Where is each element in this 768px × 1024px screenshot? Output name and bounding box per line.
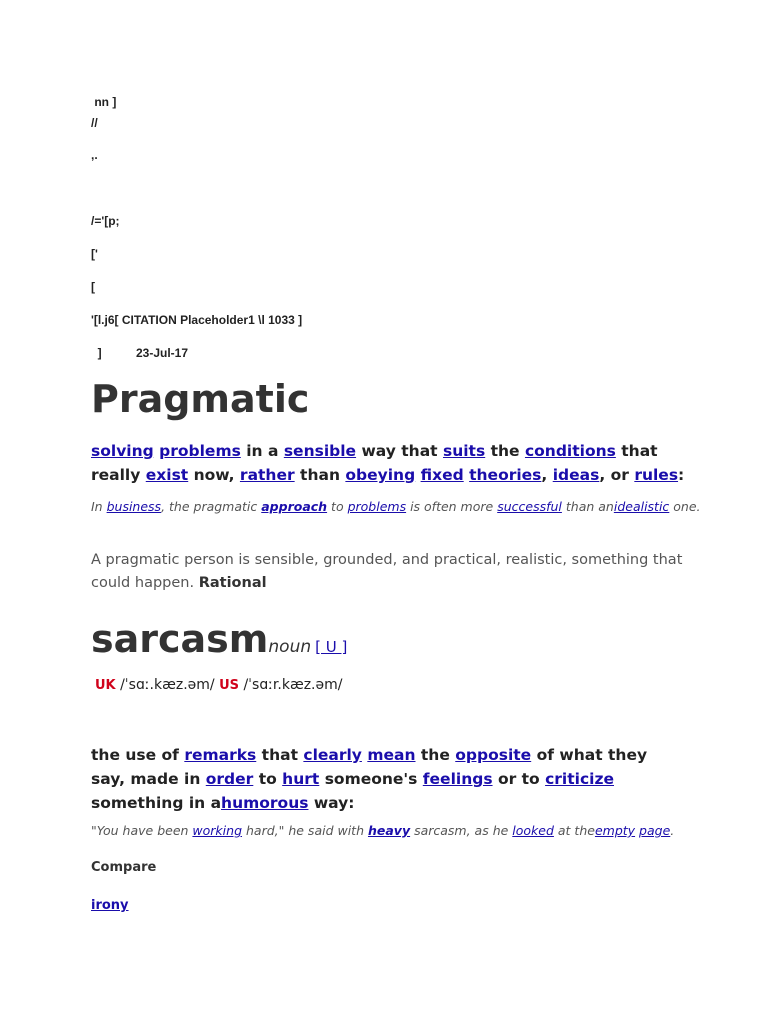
note-bold: Rational — [198, 575, 267, 591]
text-segment: in a — [240, 442, 284, 460]
text-segment: "You have been — [91, 823, 193, 838]
text-segment: the — [415, 746, 456, 764]
header-line-1: nn ] — [91, 95, 117, 109]
example-sarcasm — [91, 821, 711, 841]
header-line-5: [' — [91, 247, 98, 261]
word-link[interactable]: heavy — [367, 823, 411, 838]
text-segment: something in a — [91, 794, 222, 812]
text-segment: that really — [91, 442, 658, 484]
word-link[interactable]: working — [192, 823, 243, 838]
uk-ipa: /ˈsɑː.kæz.əm/ — [120, 677, 215, 693]
word-link[interactable]: clearly — [303, 746, 362, 764]
word-link[interactable]: obeying — [345, 466, 416, 484]
header-line-4: /='[p; — [91, 214, 120, 228]
text-segment: the use of — [91, 746, 185, 764]
word-link[interactable]: order — [205, 770, 254, 788]
word-link[interactable]: criticize — [545, 770, 614, 788]
text-segment: hard," he said with — [242, 823, 368, 838]
text-segment: to — [253, 770, 283, 788]
us-ipa: /ˈsɑːr.kæz.əm/ — [243, 677, 343, 693]
note-text: A pragmatic person is sensible, grounded, and practical, realistic, something that could happen. — [91, 552, 683, 591]
date-stamp: 23-Jul-17 — [136, 346, 189, 360]
word-link[interactable]: rules — [634, 466, 679, 484]
header-line-6: [ — [91, 280, 95, 294]
word-link[interactable]: approach — [261, 499, 328, 514]
word-link[interactable]: mean — [367, 746, 416, 764]
word-link[interactable]: humorous — [221, 794, 309, 812]
compare-label: Compare — [91, 860, 157, 875]
text-segment: is often more — [406, 499, 498, 514]
word-link[interactable]: suits — [442, 442, 486, 460]
example-pragmatic — [91, 497, 711, 517]
text-segment: than — [294, 466, 346, 484]
word-link[interactable]: rather — [239, 466, 295, 484]
word-link[interactable]: sensible — [283, 442, 357, 460]
text-segment: to — [327, 499, 348, 514]
word-link[interactable]: ideas — [552, 466, 600, 484]
text-segment: one. — [669, 499, 701, 514]
text-segment: than an — [561, 499, 614, 514]
word-link[interactable]: page — [639, 823, 671, 838]
word-link[interactable]: problems — [347, 499, 407, 514]
text-segment: way: — [308, 794, 355, 812]
grammar-code-link[interactable]: [ U ] — [315, 638, 348, 656]
word-link[interactable]: opposite — [455, 746, 532, 764]
word-link[interactable]: solving — [91, 442, 154, 460]
text-segment: In — [91, 499, 107, 514]
compare-link-irony[interactable]: irony — [91, 898, 129, 913]
word-link[interactable]: problems — [159, 442, 241, 460]
pronunciation-row — [95, 677, 342, 693]
text-segment: way that — [356, 442, 443, 460]
text-segment: or to — [492, 770, 546, 788]
text-segment: . — [670, 823, 675, 838]
entry-header-sarcasm — [91, 617, 348, 661]
header-line-3: ,. — [91, 148, 98, 162]
text-segment: , — [541, 466, 553, 484]
text-segment: sarcasm, as he — [410, 823, 513, 838]
word-link[interactable]: conditions — [524, 442, 616, 460]
word-link[interactable]: looked — [512, 823, 554, 838]
text-segment: someone's — [319, 770, 423, 788]
part-of-speech: noun — [268, 637, 312, 657]
text-segment: now, — [188, 466, 240, 484]
entry-title-sarcasm: sarcasm — [91, 617, 269, 661]
header-line-2: // — [91, 116, 98, 130]
text-segment: , the pragmatic — [161, 499, 262, 514]
definition-sarcasm — [91, 743, 671, 815]
word-link[interactable]: hurt — [282, 770, 320, 788]
word-link[interactable]: remarks — [184, 746, 257, 764]
word-link[interactable]: successful — [497, 499, 562, 514]
text-segment: , or — [599, 466, 635, 484]
header-line-8: ] — [91, 346, 102, 360]
word-link[interactable]: feelings — [422, 770, 493, 788]
definition-pragmatic — [91, 439, 691, 487]
us-label: US — [219, 678, 240, 693]
uk-label: UK — [95, 678, 116, 693]
entry-title-pragmatic: Pragmatic — [91, 377, 310, 421]
word-link[interactable]: empty — [594, 823, 636, 838]
word-link[interactable]: idealistic — [613, 499, 670, 514]
text-segment: at the — [553, 823, 595, 838]
text-segment: of what they say, made in — [91, 746, 648, 788]
word-link[interactable]: theories — [469, 466, 542, 484]
word-link[interactable]: exist — [145, 466, 189, 484]
citation-placeholder: '[l.j6[ CITATION Placeholder1 \l 1033 ] — [91, 313, 303, 327]
text-segment: that — [256, 746, 304, 764]
word-link[interactable]: business — [106, 499, 162, 514]
note-pragmatic — [91, 549, 711, 595]
word-link[interactable]: fixed — [420, 466, 464, 484]
text-segment: the — [485, 442, 525, 460]
text-segment: : — [678, 466, 685, 484]
